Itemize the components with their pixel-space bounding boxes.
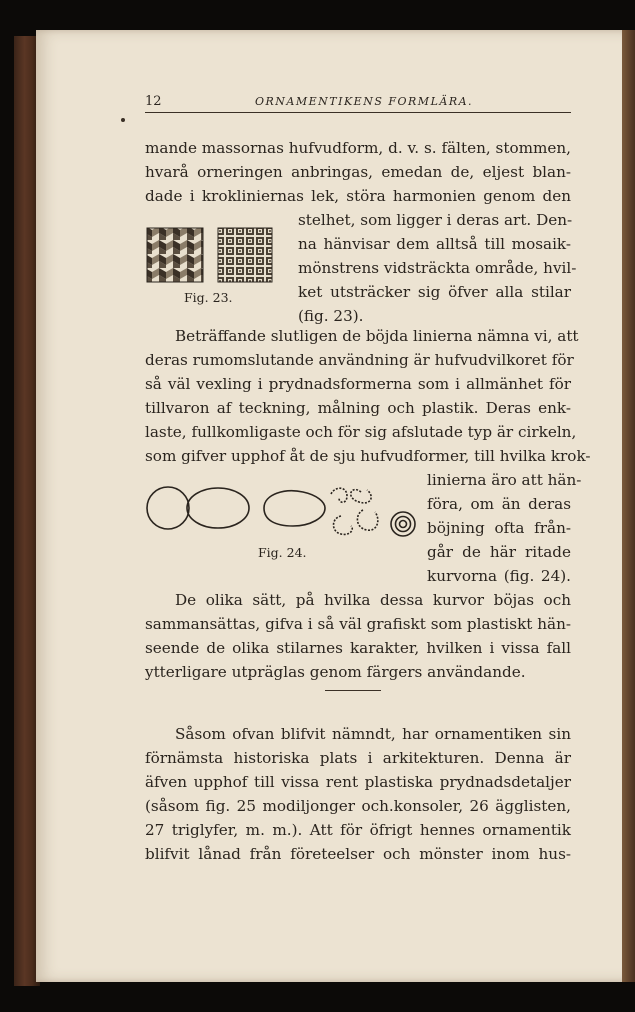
section-divider (325, 690, 381, 691)
fig-24-ellipse (187, 488, 249, 528)
text-line: förnämsta historiska plats i arkitekturen. Denna är (145, 749, 571, 767)
page-number: 12 (145, 94, 162, 109)
text-line: De olika sätt, på hvilka dessa kurvor böjas och (175, 591, 571, 609)
text-line: så väl vexling i prydnadsformerna som i allmänhet för (145, 375, 571, 393)
text-line: dade i krokliniernas lek, störa harmonien genom den (145, 187, 571, 205)
fig-24-circle (147, 487, 189, 529)
page-edge (622, 30, 635, 982)
fig-24-spiral-inner (400, 521, 407, 528)
text-line: tillvaron af teckning, målning och plastik. Deras enk- (145, 399, 571, 417)
text-line: laste, fullkomligaste och för sig afslutade typ är cirkeln, (145, 423, 577, 441)
text-line: böjning ofta från- (427, 519, 571, 537)
fig-24-spiral-mid (396, 517, 411, 532)
text-line: går de här ritade (427, 543, 571, 561)
text-line: sammansättas, gifva i så väl grafiskt som plastiskt hän- (145, 615, 571, 633)
text-line: Såsom ofvan blifvit nämndt, har ornamentiken sin (175, 725, 571, 743)
margin-dot (121, 118, 125, 122)
fig-24-curves-illustration (145, 470, 425, 550)
running-head: ORNAMENTIKENS FORMLÄRA. (255, 95, 474, 108)
text-line: linierna äro att hän- (427, 471, 582, 489)
text-line: seende de olika stilarnes karakter, hvilken i vissa fall (145, 639, 571, 657)
text-line: ket utsträcker sig öfver alla stilar (298, 283, 571, 301)
text-line: stelhet, som ligger i deras art. Den- (298, 211, 573, 229)
fig-23-panel-right (218, 228, 272, 282)
text-line: kurvorna (fig. 24). (427, 567, 571, 585)
text-line: föra, om än deras (427, 495, 571, 513)
text-line: deras rumomslutande användning är hufvudvilkoret för (145, 351, 574, 369)
fig-24-spiral-outer (391, 512, 415, 536)
text-line: Beträffande slutligen de böjda linierna nämna vi, att (175, 327, 579, 345)
text-line: mönstrens vidsträckta område, hvil- (298, 259, 577, 277)
text-line: ytterligare utpräglas genom färgers användande. (145, 663, 526, 681)
fig-24-c-curve (334, 516, 353, 534)
fig-24-caption: Fig. 24. (258, 545, 307, 560)
text-line: (såsom fig. 25 modiljonger och.konsoler, 26 ägglisten, (145, 797, 571, 815)
fig-24-open-curve (357, 510, 377, 530)
text-line: blifvit lånad från företeelser och mönster inom hus- (145, 845, 571, 863)
text-line: (fig. 23). (298, 307, 364, 325)
text-line: mande massornas hufvudform, d. v. s. fälten, stommen, (145, 139, 571, 157)
fig-24-egg (264, 491, 325, 526)
text-line: som gifver upphof åt de sju hufvudformer, till hvilka krok- (145, 447, 591, 465)
text-line: 27 triglyfer, m. m.). Att för öfrigt hennes ornamentik (145, 821, 571, 839)
fig-24-wave-curve (351, 490, 371, 503)
text-line: hvarå orneringen anbringas, emedan de, eljest blan- (145, 163, 571, 181)
fig-23-caption: Fig. 23. (184, 290, 233, 305)
page-header (145, 92, 571, 113)
text-line: äfven upphof till vissa rent plastiska prydnadsdetaljer (145, 773, 571, 791)
text-line: na hänvisar dem alltså till mosaik- (298, 235, 571, 253)
fig-23-panel-left (147, 228, 203, 282)
fig-23-mosaic-illustration (145, 226, 275, 284)
fig-24-spiral-curve (331, 488, 347, 502)
